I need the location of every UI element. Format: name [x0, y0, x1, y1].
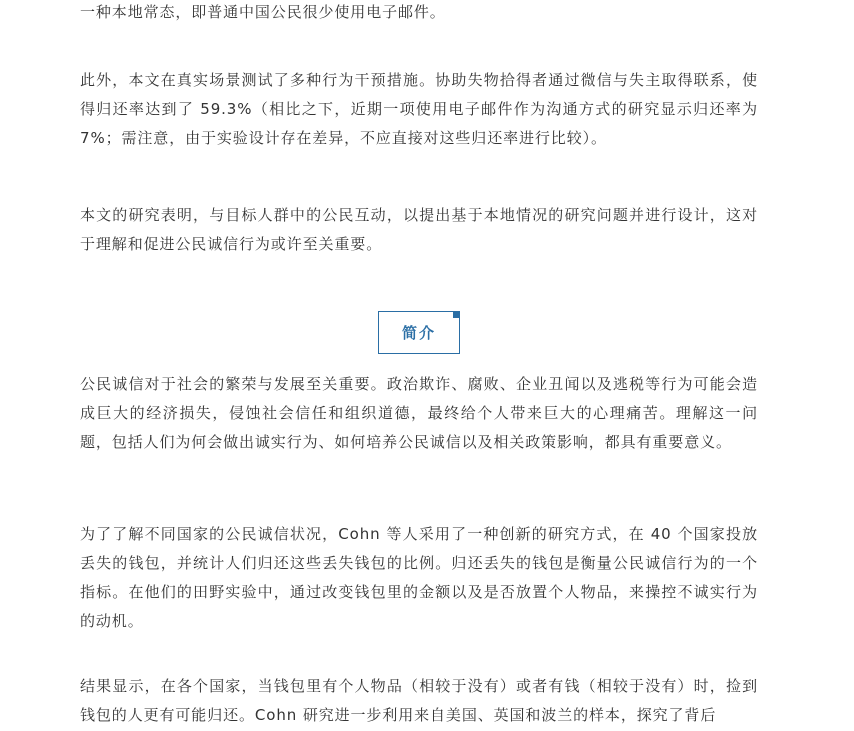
section-heading: 简介	[401, 324, 436, 342]
paragraph-5: 为了了解不同国家的公民诚信状况，Cohn 等人采用了一种创新的研究方式，在 40 个国家投放丢失的钱包，并统计人们归还这些丢失钱包的比例。归还丢失的钱包是衡量公民诚信行为的一个指标。在他们的田野实验中，通过改变钱包里的金额以及是否放置个人物品，来操控不诚实行为的动机。	[80, 525, 758, 630]
paragraph-3: 本文的研究表明，与目标人群中的公民互动，以提出基于本地情况的研究问题并进行设计，这对于理解和促进公民诚信行为或许至关重要。	[80, 206, 758, 253]
paragraph-4: 公民诚信对于社会的繁荣与发展至关重要。政治欺诈、腐败、企业丑闻以及逃税等行为可能会造成巨大的经济损失，侵蚀社会信任和组织道德，最终给个人带来巨大的心理痛苦。理解这一问题，包括人们为何会做出诚实行为、如何培养公民诚信以及相关政策影响，都具有重要意义。	[80, 375, 758, 451]
paragraph-2: 此外，本文在真实场景测试了多种行为干预措施。协助失物拾得者通过微信与失主取得联系，使得归还率达到了 59.3%（相比之下，近期一项使用电子邮件作为沟通方式的研究显示归还率为 7%；需注意，由于实验设计存在差异，不应直接对这些归还率进行比较）。	[80, 71, 758, 147]
paragraph-1: 一种本地常态，即普通中国公民很少使用电子邮件。	[80, 3, 446, 21]
paragraph-6: 结果显示，在各个国家，当钱包里有个人物品（相较于没有）或者有钱（相较于没有）时，捡到钱包的人更有可能归还。Cohn 研究进一步利用来自美国、英国和波兰的样本，探究了背后	[80, 677, 758, 724]
corner-accent-icon	[453, 311, 460, 318]
section-heading-box	[378, 311, 460, 354]
